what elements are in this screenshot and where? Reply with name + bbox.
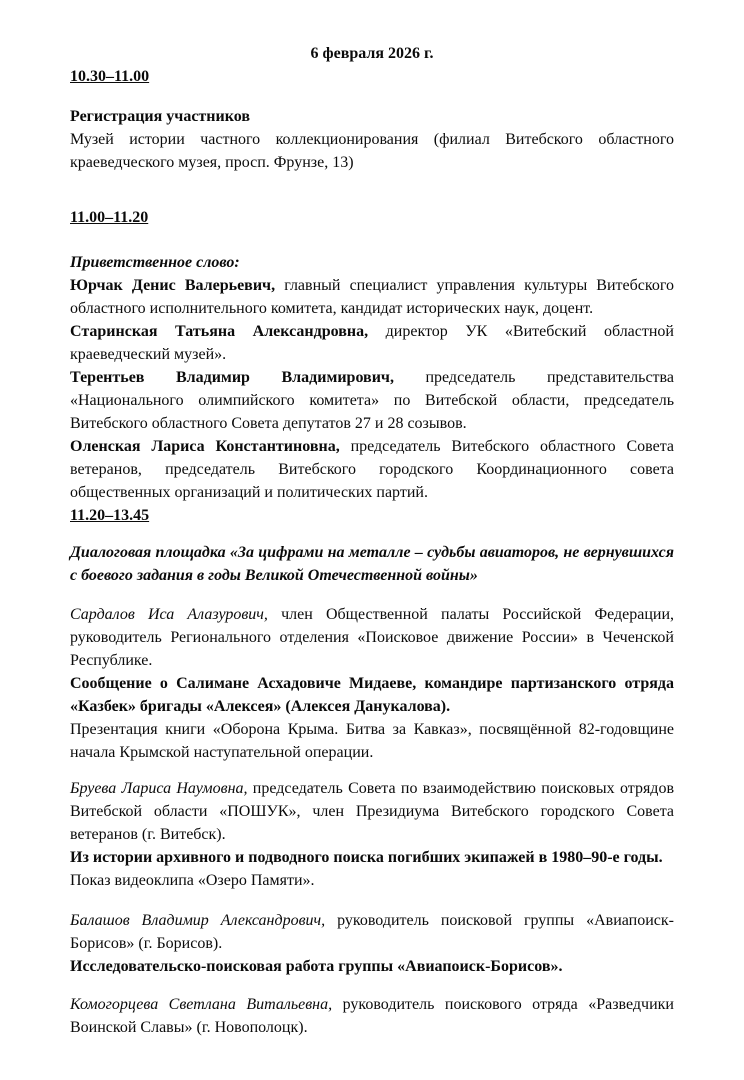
text-run: Из истории архивного и подводного поиска погибших экипажей в 1980–90-е годы. [70, 849, 663, 866]
text-run: Оленская Лариса Константиновна, [70, 438, 351, 455]
text-run: Балашов Владимир Александрович, [70, 912, 338, 929]
text-run: Терентьев Владимир Владимирович, [70, 369, 426, 386]
time-slot-text: 11.20–13.45 [70, 507, 150, 524]
time-slot-11-20 [70, 504, 674, 527]
speaker-starinskaya [70, 320, 674, 366]
time-slot-10-30 [70, 65, 674, 88]
text-run: председатель Витебского областного Совета ветеранов, председатель Витебского городского Координационного совета общественных организаций и политических партий. [70, 438, 675, 501]
talk-archive-search [70, 846, 674, 869]
text-run: член Общественной палаты Российской Федерации, руководитель Регионального отделения «Поисковое движение России» в Чеченской Республике. [70, 606, 675, 669]
text-run: Показ видеоклипа «Озеро Памяти». [70, 872, 315, 889]
text-run: председатель Совета по взаимодействию поисковых отрядов Витебской области «ПОШУК», член Президиума Витебского городского Совета ветеранов (г. Витебск). [70, 780, 674, 843]
text-run: Комогорцева Светлана Витальевна, [70, 996, 343, 1013]
text-run: Регистрация участников [70, 108, 250, 125]
text-run: Диалоговая площадка «За цифрами на металле – судьбы авиаторов, не вернувшихся с боевого задания в годы Великой Отечественной войны» [70, 544, 674, 584]
registration-heading [70, 105, 674, 128]
speaker-sardalov [70, 603, 674, 672]
time-slot-text: 11.00–11.20 [70, 209, 149, 226]
speaker-komogortseva [70, 993, 674, 1039]
speaker-yurchak [70, 274, 674, 320]
text-run: Бруева Лариса Наумовна, [70, 780, 253, 797]
document-body [70, 65, 674, 1039]
time-slot-text: 10.30–11.00 [70, 68, 150, 85]
speaker-terentyev [70, 366, 674, 435]
speaker-balashov [70, 909, 674, 955]
text-run: Сардалов Иса Алазурович, [70, 606, 282, 623]
greeting-heading [70, 251, 674, 274]
text-run: Старинская Татьяна Александровна, [70, 323, 386, 340]
talk-aviapoisk [70, 955, 674, 978]
registration-venue [70, 128, 674, 174]
time-slot-11-00 [70, 206, 674, 229]
text-run: руководитель поисковой группы «Авиапоиск-Борисов» (г. Борисов). [70, 912, 674, 952]
text-run: Сообщение о Салимане Асхадовиче Мидаеве, командире партизанского отряда «Казбек» бригады «Алексея» (Алексея Данукалова). [70, 675, 674, 715]
text-run: Юрчак Денис Валерьевич, [70, 277, 285, 294]
text-run: директор УК «Витебский областной краеведческий музей». [70, 323, 674, 363]
text-run: председатель представительства «Национального олимпийского комитета» по Витебской области, председатель Витебского областного Совета депутатов 27 и 28 созывов. [70, 369, 674, 432]
text-run: Презентация книги «Оборона Крыма. Битва за Кавказ», посвящённой 82-годовщине начала Крымской наступательной операции. [70, 721, 674, 761]
speaker-brueva [70, 777, 674, 846]
text-run: Исследовательско-поисковая работа группы «Авиапоиск-Борисов». [70, 958, 563, 975]
text-run: главный специалист управления культуры Витебского областного исполнительного комитета, кандидат исторических наук, доцент. [70, 277, 675, 317]
talk-videoclip [70, 869, 674, 892]
text-run: руководитель поискового отряда «Разведчики Воинской Славы» (г. Новополоцк). [70, 996, 674, 1036]
date-heading: 6 февраля 2026 г. [310, 45, 434, 62]
dialog-platform-title [70, 541, 674, 587]
text-run: Приветственное слово: [70, 254, 240, 271]
talk-book-presentation [70, 718, 674, 764]
text-run: Музей истории частного коллекционирования (филиал Витебского областного краеведческого музея, просп. Фрунзе, 13) [70, 131, 674, 171]
talk-midaev [70, 672, 674, 718]
speaker-olenskaya [70, 435, 674, 504]
